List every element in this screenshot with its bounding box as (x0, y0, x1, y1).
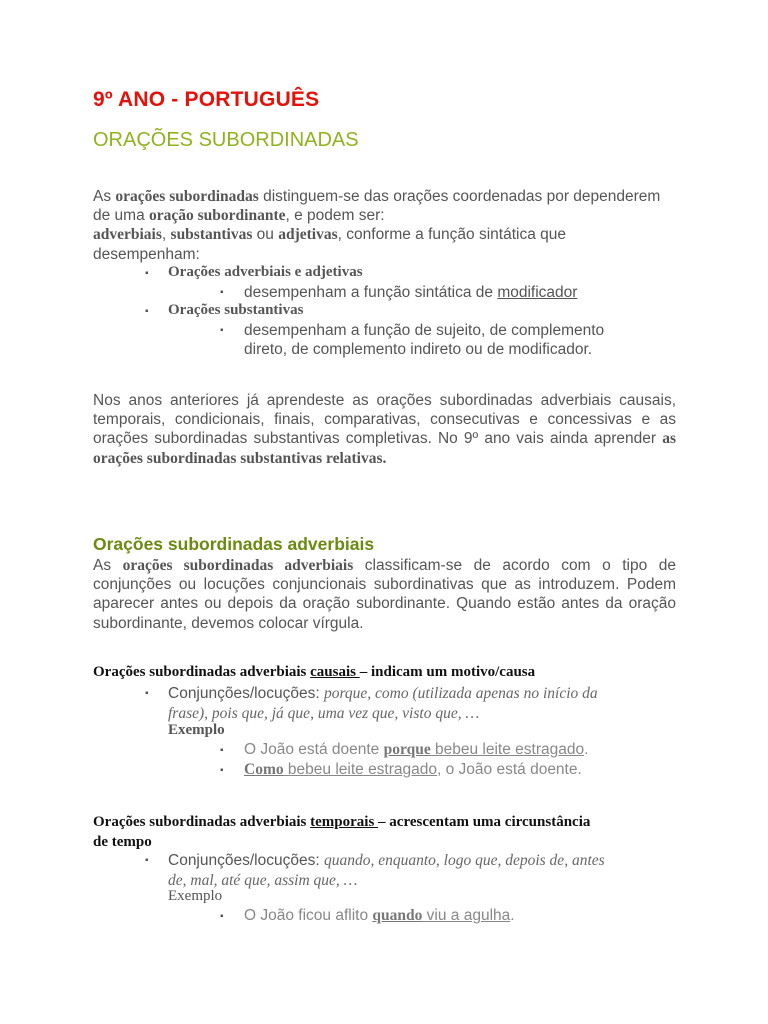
page-subtitle: ORAÇÕES SUBORDINADAS (93, 129, 359, 151)
adverbiais-text: classificam-se de acordo com o tipo de conjunções ou locuções conjuncionais subordinativas que as introduzem. Podem aparecer antes ou depois da oração subordinante. Quando estão antes da oração subordinante, devemos colocar vírgula. (93, 557, 676, 632)
list-item: Orações substantivas (168, 302, 304, 318)
intro-term: orações subordinadas (115, 188, 259, 205)
example-text: . (584, 741, 589, 758)
bullet-icon: ▪ (220, 765, 224, 776)
bullet-icon: ▪ (220, 325, 224, 336)
conjunctions-list: frase), pois que, já que, uma vez que, visto que, … (168, 704, 480, 722)
causais-heading-text: – indicam um motivo/causa (359, 664, 536, 680)
conjunctions-list: porque, como (utilizada apenas no início da (323, 685, 598, 702)
conjunctions-label: Conjunções/locuções: (168, 685, 324, 702)
modificador-link[interactable]: modificador (497, 284, 578, 301)
example-text: bebeu leite estragado (430, 741, 585, 758)
adverbiais-term: orações subordinadas adverbiais (122, 557, 354, 574)
intro-term: adverbiais (93, 226, 162, 244)
bullet-icon: ▪ (220, 911, 224, 922)
bullet-icon: ▪ (145, 688, 149, 699)
previous-text: Nos anos anteriores já aprendeste as orações subordinadas adverbiais causais, temporais, condicionais, finais, comparativas, consecutivas e concessivas e as orações subordinadas substantivas completivas. No 9º ano vais ainda aprender (93, 392, 676, 448)
list-item: Orações adverbiais e adjetivas (168, 264, 363, 280)
example-keyword: porque (383, 741, 431, 758)
conjunctions-label: Conjunções/locuções: (168, 852, 324, 869)
causais-heading-text: Orações subordinadas adverbiais (93, 664, 311, 680)
example-label: Exemplo (168, 888, 223, 904)
intro-text: , (161, 226, 171, 244)
example-text: O João ficou aflito (244, 907, 373, 924)
intro-text: As (93, 188, 116, 205)
intro-text: distinguem-se das orações coordenadas por dependerem de uma (93, 188, 661, 225)
conjunctions-list: de, mal, até que, assim que, … (168, 871, 358, 889)
bullet-icon: ▪ (220, 287, 224, 298)
causais-keyword: causais (310, 664, 360, 680)
intro-term: oração subordinante (149, 207, 286, 225)
adverbiais-text: As (93, 557, 123, 574)
conjunctions-list: quando, enquanto, logo que, depois de, antes (323, 852, 605, 869)
temporais-keyword: temporais (310, 814, 379, 830)
example-label: Exemplo (168, 722, 225, 738)
section-heading-adverbiais: Orações subordinadas adverbiais (93, 534, 375, 554)
page-title: 9º ANO - PORTUGUÊS (93, 88, 320, 111)
intro-paragraph (93, 187, 676, 264)
list-subitem-text: desempenham a função sintática de (244, 284, 498, 301)
bullet-icon: ▪ (220, 745, 224, 756)
example-text: . (510, 907, 515, 924)
bullet-icon: ▪ (145, 268, 149, 279)
list-subitem-text: direto, de complemento indireto ou de modificador. (244, 341, 593, 359)
causais-conjunctions (168, 684, 668, 723)
intro-text: , e podem ser: (285, 207, 385, 225)
bullet-icon: ▪ (145, 855, 149, 866)
intro-term: adjetivas (278, 226, 338, 244)
intro-term: substantivas (170, 226, 253, 244)
previous-highlight: as orações subordinadas substantivas relativas. (93, 430, 676, 467)
temporais-conjunctions (168, 851, 668, 890)
temporais-heading-text: Orações subordinadas adverbiais (93, 814, 311, 830)
temporais-heading-text: de tempo (93, 833, 152, 850)
example-text: , o João está doente. (437, 761, 582, 778)
temporais-heading-text: – acrescentam uma circunstância (378, 814, 591, 830)
example-text: viu a agulha (422, 907, 511, 924)
example-text: O João está doente (244, 741, 384, 758)
example-sentence (244, 741, 588, 759)
example-sentence (244, 907, 515, 925)
list-subitem-text: desempenham a função de sujeito, de complemento (244, 322, 605, 339)
causais-heading (93, 664, 535, 681)
example-sentence (244, 761, 582, 779)
list-subitem (244, 283, 577, 302)
adverbiais-paragraph (93, 556, 676, 633)
intro-text: , conforme a função sintática que desempenham: (93, 226, 566, 263)
example-text: bebeu leite estragado (283, 761, 438, 778)
previous-years-paragraph (93, 391, 676, 468)
list-subitem (244, 321, 604, 359)
bullet-icon: ▪ (145, 306, 149, 317)
temporais-heading (93, 813, 683, 852)
example-keyword: Como (244, 761, 284, 778)
intro-text: ou (252, 226, 279, 244)
example-keyword: quando (372, 907, 423, 924)
